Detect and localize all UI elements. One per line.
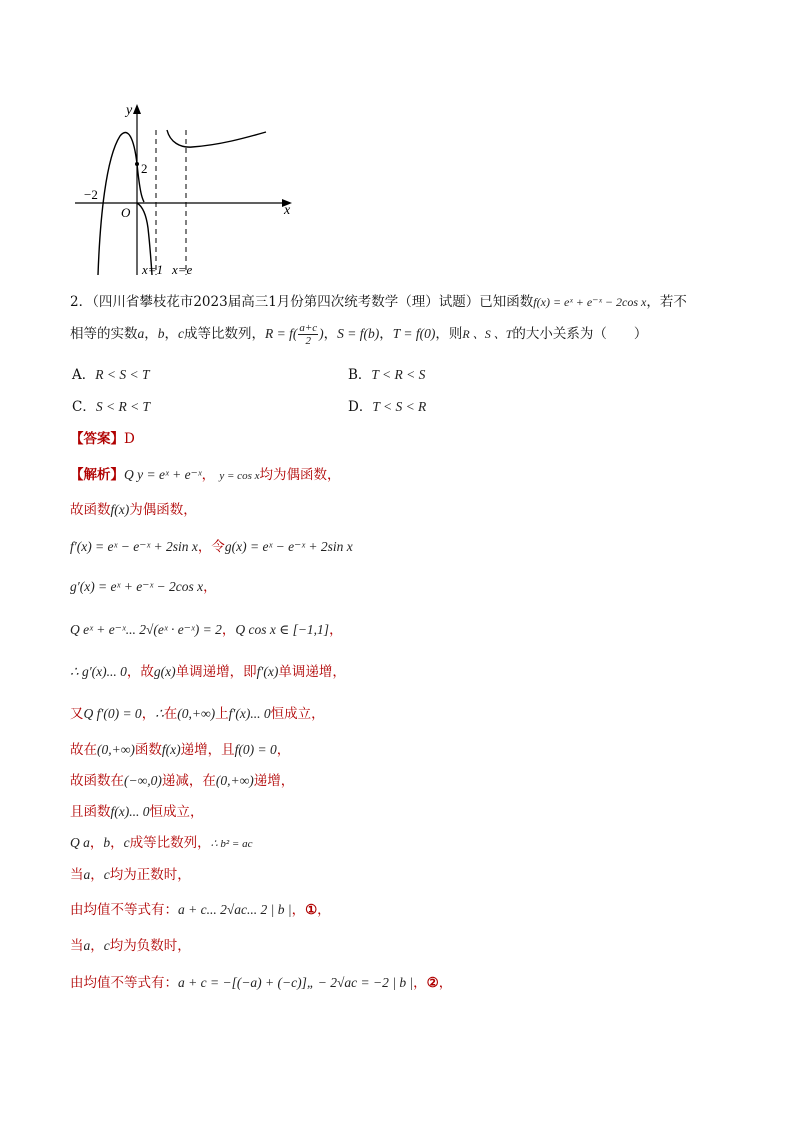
t-definition: T = f(0) bbox=[392, 326, 436, 341]
text: ， bbox=[203, 579, 217, 595]
solution-line-7 bbox=[70, 702, 325, 722]
text: 为偶函数， bbox=[129, 502, 197, 518]
circled-two: ② bbox=[426, 975, 439, 991]
text: 当 bbox=[70, 867, 84, 883]
r-close: ) bbox=[319, 326, 324, 341]
option-label: C． bbox=[72, 399, 96, 415]
option-expr: T < R < S bbox=[371, 367, 426, 382]
answer-value: D bbox=[124, 431, 135, 447]
text: 故函数在 bbox=[70, 773, 124, 789]
math: g(x) = eˣ − e⁻ˣ + 2sin x bbox=[224, 539, 353, 554]
text: ， bbox=[221, 622, 236, 638]
math: Q a bbox=[70, 835, 90, 850]
text: ， bbox=[276, 742, 291, 758]
y-axis-label: y bbox=[126, 103, 133, 118]
math: a + c... 2√ac... 2 | b | bbox=[178, 902, 292, 917]
text: ， bbox=[90, 867, 104, 883]
option-expr: R < S < T bbox=[95, 367, 150, 382]
fraction bbox=[298, 322, 318, 347]
x-axis-label: x bbox=[284, 203, 291, 218]
text: 单调递增， bbox=[278, 664, 346, 680]
text: ， bbox=[201, 467, 220, 483]
y-axis-arrow bbox=[133, 104, 141, 114]
option-d[interactable] bbox=[348, 395, 426, 415]
math: f′(x) = eˣ − e⁻ˣ + 2sin x bbox=[70, 539, 198, 554]
question-number: 2． bbox=[70, 294, 93, 310]
solution-tag: 【解析】 bbox=[70, 467, 124, 483]
math: g(x) bbox=[153, 664, 176, 679]
math: f(0) = 0 bbox=[234, 742, 277, 757]
solution-line-9 bbox=[70, 769, 294, 789]
math: (−∞,0) bbox=[124, 773, 162, 788]
math: f(x) bbox=[110, 502, 130, 517]
text: 由均值不等式有： bbox=[70, 902, 178, 918]
math: c bbox=[103, 938, 110, 953]
text: ，故 bbox=[126, 664, 154, 680]
solution-line-13 bbox=[70, 898, 331, 918]
fraction-numerator: a+c bbox=[299, 322, 318, 334]
text: 均为负数时， bbox=[109, 938, 191, 954]
text: ， bbox=[291, 902, 306, 918]
point-0-2 bbox=[135, 162, 139, 166]
question-line-2 bbox=[70, 322, 647, 347]
solution-line-8 bbox=[70, 738, 290, 758]
tick-neg2-label: −2 bbox=[84, 187, 98, 202]
text: ， bbox=[413, 975, 427, 991]
solution-line-10 bbox=[70, 800, 203, 820]
solution-line-1 bbox=[70, 463, 340, 483]
question-function: f(x) = eˣ + e⁻ˣ − 2cos x bbox=[533, 295, 647, 309]
text-segment: 相等的实数 bbox=[70, 326, 138, 342]
asymptote-xe-label: x=e bbox=[172, 262, 193, 277]
s-definition: S = f(b) bbox=[337, 326, 380, 341]
solution-line-6 bbox=[70, 660, 346, 680]
text: 又 bbox=[70, 706, 84, 722]
text-segment: ，则 bbox=[435, 326, 463, 342]
math: Q cos x ∈ [−1,1] bbox=[235, 622, 330, 637]
solution-line-14 bbox=[70, 934, 191, 954]
math: a + c = −[(−a) + (−c)]„ − 2√ac = −2 | b | bbox=[178, 975, 414, 990]
text: 函数 bbox=[134, 742, 162, 758]
answer-line bbox=[70, 427, 135, 447]
circled-one: ① bbox=[305, 902, 318, 918]
option-b[interactable] bbox=[348, 363, 425, 383]
var-a: a bbox=[137, 326, 145, 341]
option-label: D． bbox=[348, 399, 373, 415]
text: 递增，且 bbox=[180, 742, 235, 758]
text: 当 bbox=[70, 938, 84, 954]
question-line-1 bbox=[70, 290, 687, 310]
var-c: c bbox=[178, 326, 184, 341]
text-segment: ， bbox=[379, 326, 393, 342]
math: ∴ bbox=[155, 706, 164, 721]
text-segment: ， bbox=[164, 326, 178, 342]
math: (0,+∞) bbox=[177, 706, 216, 721]
math: (0,+∞) bbox=[215, 773, 254, 788]
var-b: b bbox=[157, 326, 165, 341]
math: b bbox=[103, 835, 111, 850]
text: ， bbox=[329, 622, 343, 638]
option-expr: T < S < R bbox=[372, 399, 427, 414]
option-expr: S < R < T bbox=[95, 399, 151, 414]
math: f(x)... 0 bbox=[110, 804, 150, 819]
math: (0,+∞) bbox=[97, 742, 135, 757]
text: ，令 bbox=[197, 539, 225, 555]
math: f′(x) bbox=[256, 664, 279, 679]
option-label: A． bbox=[72, 367, 96, 383]
function-graph bbox=[70, 98, 300, 278]
option-a[interactable] bbox=[72, 363, 149, 383]
text: 递减，在 bbox=[161, 773, 216, 789]
math: f′(x)... 0 bbox=[228, 706, 271, 721]
math: f(x) bbox=[161, 742, 181, 757]
text: ， bbox=[89, 835, 104, 851]
text-segment: ， bbox=[323, 326, 338, 342]
text: 均为正数时， bbox=[109, 867, 191, 883]
text: 上 bbox=[215, 706, 229, 722]
text: ， bbox=[317, 902, 331, 918]
question-tail: ，若不 bbox=[646, 294, 687, 310]
math: Q f′(0) = 0 bbox=[83, 706, 142, 721]
solution-line-15 bbox=[70, 971, 452, 991]
text: 恒成立， bbox=[270, 706, 325, 722]
solution-line-12 bbox=[70, 863, 191, 883]
math: Q eˣ + e⁻ˣ... 2√(eˣ · e⁻ˣ) = 2 bbox=[70, 622, 222, 637]
math: c bbox=[123, 835, 130, 850]
text: 由均值不等式有： bbox=[70, 975, 178, 991]
text: ， bbox=[141, 706, 156, 722]
text: 故在 bbox=[70, 742, 97, 758]
asymptote-x1-label: x=1 bbox=[142, 262, 164, 277]
math: a bbox=[83, 938, 91, 953]
math: ∴ b² = ac bbox=[210, 838, 253, 850]
text: 且函数 bbox=[70, 804, 111, 820]
solution-line-3 bbox=[70, 535, 353, 555]
math: ∴ g′(x)... 0 bbox=[70, 664, 127, 679]
text: 递增， bbox=[253, 773, 295, 789]
text: 成等比数列， bbox=[129, 835, 211, 851]
text: 在 bbox=[163, 706, 178, 722]
solution-line-4 bbox=[70, 575, 217, 595]
math: a bbox=[83, 867, 91, 882]
curve-right bbox=[167, 130, 266, 147]
text-segment: ， bbox=[144, 326, 158, 342]
text: ， bbox=[110, 835, 124, 851]
option-label: B． bbox=[348, 367, 372, 383]
text: 均为偶函数， bbox=[259, 467, 341, 483]
text: 单调递增，即 bbox=[175, 664, 257, 680]
answer-tag: 【答案】 bbox=[70, 431, 124, 447]
solution-line-5 bbox=[70, 618, 343, 638]
option-c[interactable] bbox=[72, 395, 150, 415]
tick-2-label: 2 bbox=[141, 161, 148, 176]
text-segment: 成等比数列， bbox=[184, 326, 265, 342]
math: g′(x) = eˣ + e⁻ˣ − 2cos x bbox=[70, 579, 204, 594]
fraction-denominator: 2 bbox=[305, 335, 312, 347]
origin-label: O bbox=[121, 205, 131, 220]
text: 故函数 bbox=[70, 502, 111, 518]
text: ， bbox=[438, 975, 453, 991]
text: ， bbox=[90, 938, 104, 954]
text: 恒成立， bbox=[149, 804, 204, 820]
solution-line-11 bbox=[70, 831, 252, 851]
question-source: （四川省攀枝花市2023届高三1月份第四次统考数学（理）试题）已知函数 bbox=[92, 294, 534, 310]
math: c bbox=[103, 867, 110, 882]
text-segment: 的大小关系为（ ） bbox=[512, 326, 648, 342]
math: y = cos x bbox=[219, 470, 260, 482]
solution-line-2 bbox=[70, 498, 197, 518]
math: Q y = eˣ + e⁻ˣ bbox=[124, 467, 202, 482]
r-s-t: R 、S 、T bbox=[462, 327, 513, 341]
r-definition: R = f( bbox=[265, 326, 298, 341]
